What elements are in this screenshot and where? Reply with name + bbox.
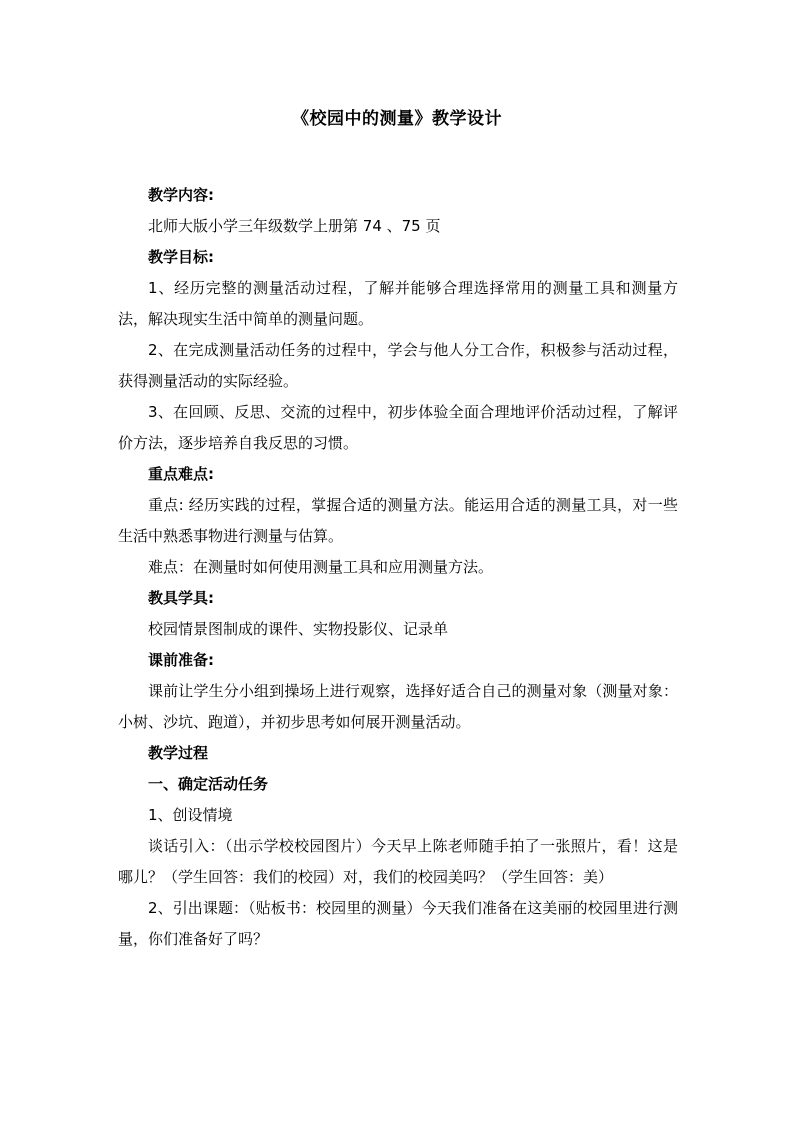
heading-teaching-tools: 教具学具: xyxy=(148,589,214,607)
difficulty-text: 难点：在测量时如何使用测量工具和应用测量方法。 xyxy=(148,558,494,576)
key-point-text: 重点: 经历实践的过程，掌握合适的测量方法。能运用合适的测量工具，对一些生活中熟悉事物进行测量与估算。 xyxy=(118,496,678,545)
teaching-content-text: 北师大版小学三年级数学上册第 74 、75 页 xyxy=(148,217,441,235)
document-body xyxy=(118,180,678,955)
goal-3: 3、在回顾、反思、交流的过程中，初步体验全面合理地评价活动过程，了解评价方法，逐步培养自我反思的习惯。 xyxy=(118,403,678,452)
heading-teaching-content: 教学内容: xyxy=(148,186,214,204)
talk-introduction: 谈话引入：（出示学校校园图片）今天早上陈老师随手拍了一张照片，看！这是哪儿？（学生回答：我们的校园）对，我们的校园美吗？（学生回答：美） xyxy=(118,837,678,886)
step1-2: 2、引出课题：（贴板书：校园里的测量）今天我们准备在这美丽的校园里进行测量，你们准备好了吗？ xyxy=(118,899,678,948)
goal-1: 1、经历完整的测量活动过程，了解并能够合理选择常用的测量工具和测量方法，解决现实生活中简单的测量问题。 xyxy=(118,279,678,328)
heading-preparation: 课前准备: xyxy=(148,651,214,669)
heading-key-difficulties: 重点难点: xyxy=(148,465,214,483)
heading-teaching-goals: 教学目标: xyxy=(148,248,214,266)
document-title: 《校园中的测量》教学设计 xyxy=(292,109,502,129)
teaching-tools-text: 校园情景图制成的课件、实物投影仪、记录单 xyxy=(148,620,449,638)
step1-heading: 一、确定活动任务 xyxy=(148,775,269,793)
step1-1: 1、创设情境 xyxy=(148,806,233,824)
goal-2: 2、在完成测量活动任务的过程中，学会与他人分工合作，积极参与活动过程，获得测量活动的实际经验。 xyxy=(118,341,678,390)
preparation-text: 课前让学生分小组到操场上进行观察，选择好适合自己的测量对象（测量对象：小树、沙坑、跑道），并初步思考如何展开测量活动。 xyxy=(118,682,678,731)
heading-teaching-process: 教学过程 xyxy=(148,744,209,762)
